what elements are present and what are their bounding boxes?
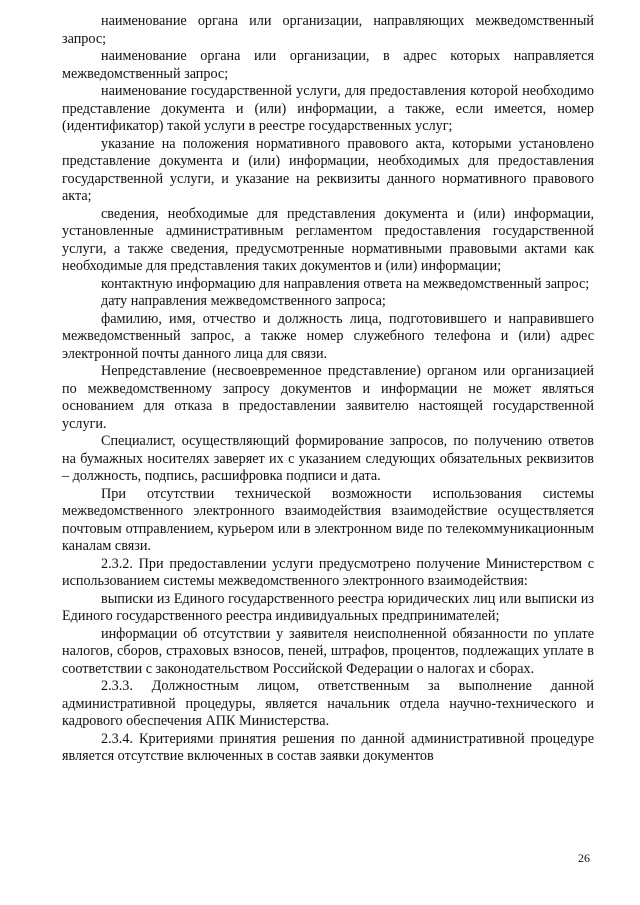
paragraph: Специалист, осуществляющий формирование запросов, по получению ответов на бумажных носителях заверяет их с указанием следующих обязательных реквизитов – должность, подпись, расшифровка подписи и дата.	[62, 433, 594, 484]
paragraph: наименование государственной услуги, для предоставления которой необходимо представление документа и (или) информации, а также, если имеется, номер (идентификатор) такой услуги в реестре государственных услуг;	[62, 83, 594, 134]
paragraph: При отсутствии технической возможности использования системы межведомственного электронного взаимодействия взаимодействие осуществляется почтовым отправлением, курьером или в электронном виде по телекоммуникационным каналам связи.	[62, 485, 594, 554]
paragraph: наименование органа или организации, направляющих межведомственный запрос;	[62, 13, 594, 47]
paragraph: наименование органа или организации, в адрес которых направляется межведомственный запрос;	[62, 48, 594, 82]
paragraph: Непредставление (несвоевременное представление) органом или организацией по межведомственному запросу документов и информации не может являться основанием для отказа в предоставлении заявителю настоящей государственной услуги.	[62, 363, 594, 432]
paragraph: 2.3.2. При предоставлении услуги предусмотрено получение Министерством с использованием системы межведомственного электронного взаимодействия:	[62, 555, 594, 589]
paragraph: контактную информацию для направления ответа на межведомственный запрос;	[101, 275, 590, 292]
paragraph: фамилию, имя, отчество и должность лица, подготовившего и направившего межведомственный запрос, а также номер служебного телефона и (или) адрес электронной почты данного лица для связи.	[62, 310, 594, 362]
paragraph: 2.3.3. Должностным лицом, ответственным за выполнение данной административной процедуры, является начальник отдела научно-технического и кадрового обеспечения АПК Министерства.	[62, 678, 594, 729]
paragraph: 2.3.4. Критериями принятия решения по данной административной процедуре является отсутствие включенных в состав заявки документов	[62, 730, 594, 764]
paragraph: выписки из Единого государственного реестра юридических лиц или выписки из Единого государственного реестра индивидуальных предпринимателей;	[62, 590, 594, 624]
paragraph: указание на положения нормативного правового акта, которыми установлено представление документа и (или) информации, необходимых для предоставления государственной услуги, и указание на реквизиты данного нормативного правового акта;	[62, 135, 594, 204]
paragraph: информации об отсутствии у заявителя неисполненной обязанности по уплате налогов, сборов, страховых взносов, пеней, штрафов, процентов, подлежащих уплате в соответствии с законодательством Российской Федерации о налогах и сборах.	[62, 625, 594, 677]
paragraph: сведения, необходимые для представления документа и (или) информации, установленные административным регламентом предоставления государственной услуги, а также сведения, предусмотренные нормативными правовыми актами как необходимые для представления таких документов и (или) информации;	[62, 205, 594, 274]
document-body	[62, 13, 594, 766]
page-number: 26	[578, 851, 590, 865]
paragraph: дату направления межведомственного запроса;	[101, 293, 386, 309]
